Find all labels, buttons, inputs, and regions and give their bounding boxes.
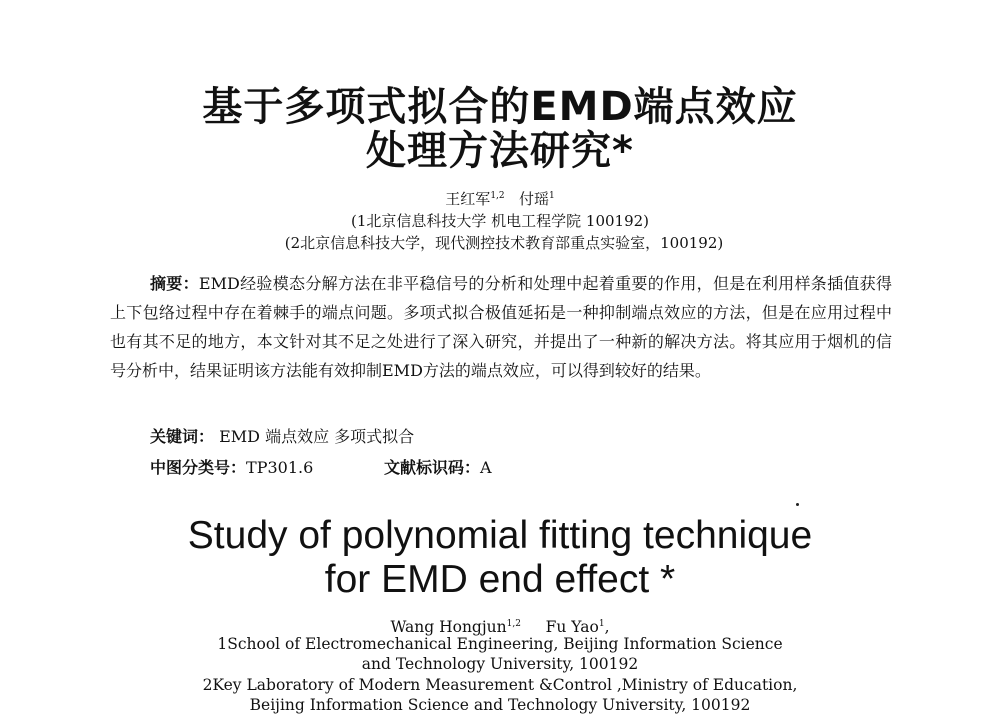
cn-author-1-sup: 1,2 <box>490 191 505 201</box>
cn-author-2: 付瑶 <box>518 190 549 208</box>
en-affiliation-2-line1: 2Key Laboratory of Modern Measurement &Control ,Ministry of Education, <box>202 676 798 694</box>
cn-affiliation-1: (1北京信息科技大学 机电工程学院 100192) <box>350 212 650 230</box>
cn-doccode-value: A <box>480 458 492 477</box>
cn-abstract-label: 摘要： <box>150 274 199 293</box>
cn-title-line1: 基于多项式拟合的EMD端点效应 <box>202 84 798 130</box>
cn-authors <box>0 188 1000 209</box>
cn-keywords-label: 关键词： <box>150 427 215 446</box>
cn-clc-value: TP301.6 <box>246 458 314 477</box>
en-author-1-sup: 1,2 <box>506 619 521 629</box>
en-author-1: Wang Hongjun <box>390 618 507 637</box>
cn-doc-code <box>384 455 492 478</box>
cn-title-line2: 处理方法研究* <box>366 128 634 174</box>
cn-author-2-sup: 1 <box>548 191 555 201</box>
cn-doccode-label: 文献标识码： <box>384 458 481 477</box>
en-title-line1: Study of polynomial fitting technique <box>187 514 813 557</box>
cn-keywords-text: EMD 端点效应 多项式拟合 <box>219 427 415 446</box>
cn-keywords <box>150 424 414 447</box>
cn-classification <box>150 455 313 478</box>
en-author-2-suffix: , <box>604 618 610 637</box>
cn-affiliation-2: (2北京信息科技大学，现代测控技术教育部重点实验室，100192) <box>284 234 724 252</box>
cn-abstract <box>110 269 892 385</box>
cn-abstract-text: EMD经验模态分解方法在非平稳信号的分析和处理中起着重要的作用，但是在利用样条插值获得上下包络过程中存在着棘手的端点问题。多项式拟合极值延拓是一种抑制端点效应的方法，但是在应用过程中也有其不足的地方，本文针对其不足之处进行了深入研究，并提出了一种新的解决方法。将其应用于烟机的信号分析中，结果证明该方法能有效抑制EMD方法的端点效应，可以得到较好的结果。 <box>110 274 892 380</box>
en-title-line2: for EMD end effect * <box>324 558 676 601</box>
en-author-2-sup: 1 <box>598 619 605 629</box>
en-author-2: Fu Yao <box>545 618 599 637</box>
en-affiliation-1-line1: 1School of Electromechanical Engineering, Beijing Information Science <box>217 635 783 653</box>
en-affiliation-2-line2: Beijing Information Science and Technology University, 100192 <box>249 696 751 714</box>
cn-clc-label: 中图分类号： <box>150 458 247 477</box>
cn-author-1: 王红军 <box>445 190 491 208</box>
en-affiliation-1-line2: and Technology University, 100192 <box>361 655 639 673</box>
scan-speck <box>796 503 799 506</box>
